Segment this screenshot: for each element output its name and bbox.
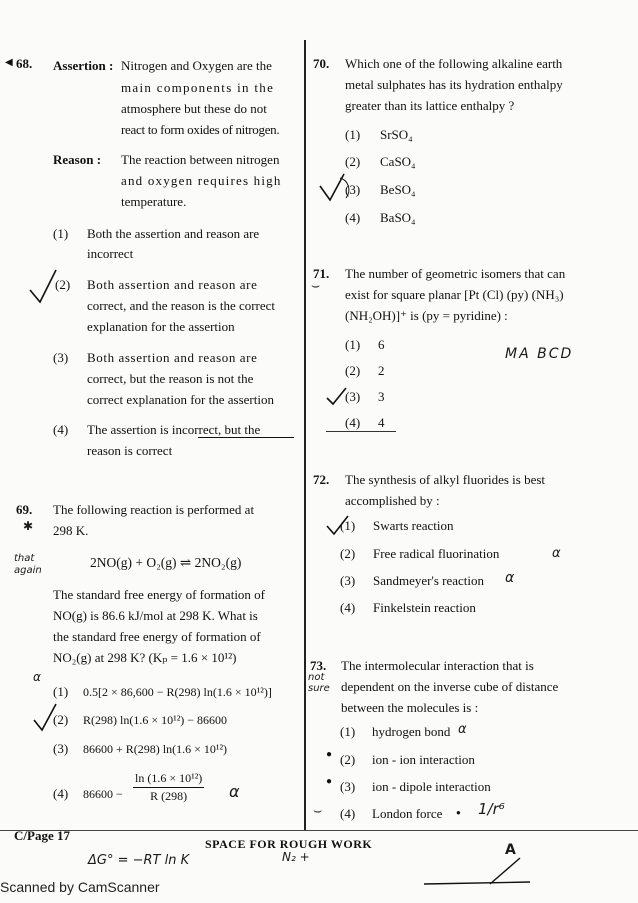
q72-option-2-number: (2)	[340, 546, 356, 561]
q70-option-3-text: BeSO₄	[380, 182, 416, 197]
alpha-mark-icon: α	[229, 782, 240, 801]
handwritten-mabcd: MA BCD	[505, 346, 574, 362]
handwritten-not-sure: not sure	[308, 672, 330, 694]
handwritten-rough-1: ΔG° = −RT ln K	[88, 853, 190, 868]
q69-option-3-number: (3)	[53, 741, 69, 756]
q72-option-3-number: (3)	[340, 573, 356, 588]
q69-reaction: 2NO(g) + O₂(g) ⇌ 2NO₂(g)	[90, 555, 242, 570]
watermark-text: Scanned by CamScanner	[0, 879, 160, 895]
q68-reason-line-2: and oxygen requires high	[121, 173, 282, 188]
q68-option-2-line-3: explanation for the assertion	[87, 319, 235, 334]
q73-option-4-number: (4)	[340, 806, 356, 821]
q73-option-3-text: ion - dipole interaction	[372, 779, 491, 794]
q71-option-3-number: (3)	[345, 389, 361, 404]
q73-option-2-text: ion - ion interaction	[372, 752, 475, 767]
q68-option-2-line-1: Both assertion and reason are	[87, 277, 258, 292]
q73-option-1-text: hydrogen bond	[372, 724, 451, 739]
q69-option-4-number: (4)	[53, 786, 69, 801]
bullet-mark-icon: ●	[326, 776, 333, 787]
q69-body-line-2: NO(g) is 86.6 kJ/mol at 298 K. What is	[53, 608, 258, 623]
q72-option-3-text: Sandmeyer's reaction	[373, 573, 484, 588]
rough-work-label: SPACE FOR ROUGH WORK	[205, 837, 373, 851]
q71-option-3-text: 3	[378, 389, 385, 404]
q68-number: 68.	[16, 56, 33, 71]
alpha-mark-icon: α	[552, 546, 561, 561]
handwritten-rough-2: N₂ +	[282, 850, 310, 864]
q71-option-4-number: (4)	[345, 415, 361, 430]
q68-assertion-line-4: react to form oxides of nitrogen.	[121, 122, 280, 137]
q68-option-3-line-3: correct explanation for the assertion	[87, 392, 274, 407]
q70-option-3-number: (3)	[345, 182, 361, 197]
q71-option-1-number: (1)	[345, 337, 361, 352]
q68-option-2-number: (2)	[55, 277, 71, 292]
q70-line-2: metal sulphates has its hydration enthalpy	[345, 77, 563, 92]
q69-option-4-numerator: ln (1.6 × 10¹²)	[133, 770, 204, 788]
q68-assertion-line-2: main components in the	[121, 80, 275, 95]
q69-option-4-denominator: R (298)	[150, 789, 188, 803]
q73-number: 73.	[310, 658, 327, 673]
underline-mark	[326, 431, 396, 432]
arrow-left-icon: ◀	[5, 57, 13, 68]
q71-option-4-text: 4	[378, 415, 385, 430]
q72-option-1-number: (1)	[340, 518, 356, 533]
q73-option-3-number: (3)	[340, 779, 356, 794]
alpha-mark-icon: α	[458, 722, 467, 737]
footer-rule	[0, 830, 638, 831]
q68-assertion-line-3: atmosphere but these do not	[121, 101, 267, 116]
q70-option-1-number: (1)	[345, 127, 361, 142]
star-mark-icon: ✱	[23, 519, 34, 533]
q69-option-4-prefix: 86600 −	[83, 787, 123, 801]
q68-reason-line-1: The reaction between nitrogen	[121, 152, 280, 167]
curve-mark-icon: ⌣	[311, 278, 321, 294]
q70-line-1: Which one of the following alkaline earth	[345, 56, 563, 71]
q70-option-2-text: CaSO₄	[380, 154, 416, 169]
q68-option-3-line-2: correct, but the reason is not the	[87, 371, 254, 386]
q68-option-4-number: (4)	[53, 422, 69, 437]
q70-line-3: greater than its lattice enthalpy ?	[345, 98, 515, 113]
q69-option-1-number: (1)	[53, 684, 69, 699]
q69-option-3-text: 86600 + R(298) ln(1.6 × 10¹²)	[83, 742, 228, 756]
q69-body-line-1: The standard free energy of formation of	[53, 587, 266, 602]
bullet-mark-icon: ●	[456, 808, 461, 817]
q68-reason-label: Reason :	[53, 152, 102, 167]
q73-option-2-number: (2)	[340, 752, 356, 767]
sketch-stroke	[420, 852, 540, 888]
q69-option-2-number: (2)	[53, 712, 69, 727]
q69-option-1-text: 0.5[2 × 86,600 − R(298) ln(1.6 × 10¹²)]	[83, 685, 272, 699]
q69-option-4-fraction	[133, 770, 204, 805]
q73-line-2: dependent on the inverse cube of distance	[341, 679, 559, 694]
handwritten-letter-a: A	[505, 842, 516, 858]
q72-line-2: accomplished by :	[345, 493, 440, 508]
q72-option-2-text: Free radical fluorination	[373, 546, 500, 561]
q69-option-2-text: R(298) ln(1.6 × 10¹²) − 86600	[83, 713, 228, 727]
q69-stem-line-2: 298 K.	[53, 523, 89, 538]
q69-stem-line-1: The following reaction is performed at	[53, 502, 255, 517]
q73-option-4-text: London force	[372, 806, 443, 821]
q71-line-3: (NH₂OH)]⁺ is (py = pyridine) :	[345, 308, 508, 323]
q73-line-3: between the molecules is :	[341, 700, 479, 715]
q71-option-2-text: 2	[378, 363, 385, 378]
q71-option-1-text: 6	[378, 337, 385, 352]
q68-assertion-label: Assertion :	[53, 58, 114, 73]
q71-number: 71.	[313, 266, 330, 281]
q73-option-1-number: (1)	[340, 724, 356, 739]
q69-number: 69.	[16, 502, 33, 517]
q70-option-4-text: BaSO₄	[380, 210, 416, 225]
q73-line-1: The intermolecular interaction that is	[341, 658, 534, 673]
q71-line-1: The number of geometric isomers that can	[345, 266, 566, 281]
q68-option-4-line-2: reason is correct	[87, 443, 173, 458]
q70-option-4-number: (4)	[345, 210, 361, 225]
alpha-mark-icon: α	[33, 670, 41, 684]
underline-mark	[198, 437, 294, 438]
q68-option-3-number: (3)	[53, 350, 69, 365]
q68-option-4-line-1: The assertion is incorrect, but the	[87, 422, 261, 437]
q68-option-1-line-2: incorrect	[87, 246, 134, 261]
q70-option-1-text: SrSO₄	[380, 127, 413, 142]
q69-body-line-4: NO₂(g) at 298 K? (Kₚ = 1.6 × 10¹²)	[53, 650, 237, 665]
page-label: C/Page 17	[14, 828, 70, 843]
q68-reason-line-3: temperature.	[121, 194, 187, 209]
handwritten-one-sixth: 1/r⁶	[478, 800, 505, 818]
q72-option-4-text: Finkelstein reaction	[373, 600, 476, 615]
q69-body-line-3: the standard free energy of formation of	[53, 629, 261, 644]
q71-option-2-number: (2)	[345, 363, 361, 378]
column-divider	[304, 40, 306, 830]
q71-line-2: exist for square planar [Pt (Cl) (py) (NH₃)	[345, 287, 564, 302]
q68-option-1-number: (1)	[53, 226, 69, 241]
alpha-mark-icon: α	[505, 570, 515, 586]
q72-option-4-number: (4)	[340, 600, 356, 615]
q68-assertion-line-1: Nitrogen and Oxygen are the	[121, 58, 272, 73]
checkmark-icon	[28, 268, 58, 306]
q70-option-2-number: (2)	[345, 154, 361, 169]
bullet-mark-icon: ●	[326, 749, 333, 760]
curve-mark-icon: ⌣	[313, 803, 323, 819]
q72-number: 72.	[313, 472, 330, 487]
q68-option-1-line-1: Both the assertion and reason are	[87, 226, 260, 241]
q72-option-1-text: Swarts reaction	[373, 518, 454, 533]
handwritten-that-again: that again	[14, 553, 42, 576]
q68-option-2-line-2: correct, and the reason is the correct	[87, 298, 276, 313]
q68-option-3-line-1: Both assertion and reason are	[87, 350, 258, 365]
q72-line-1: The synthesis of alkyl fluorides is best	[345, 472, 546, 487]
q70-number: 70.	[313, 56, 330, 71]
